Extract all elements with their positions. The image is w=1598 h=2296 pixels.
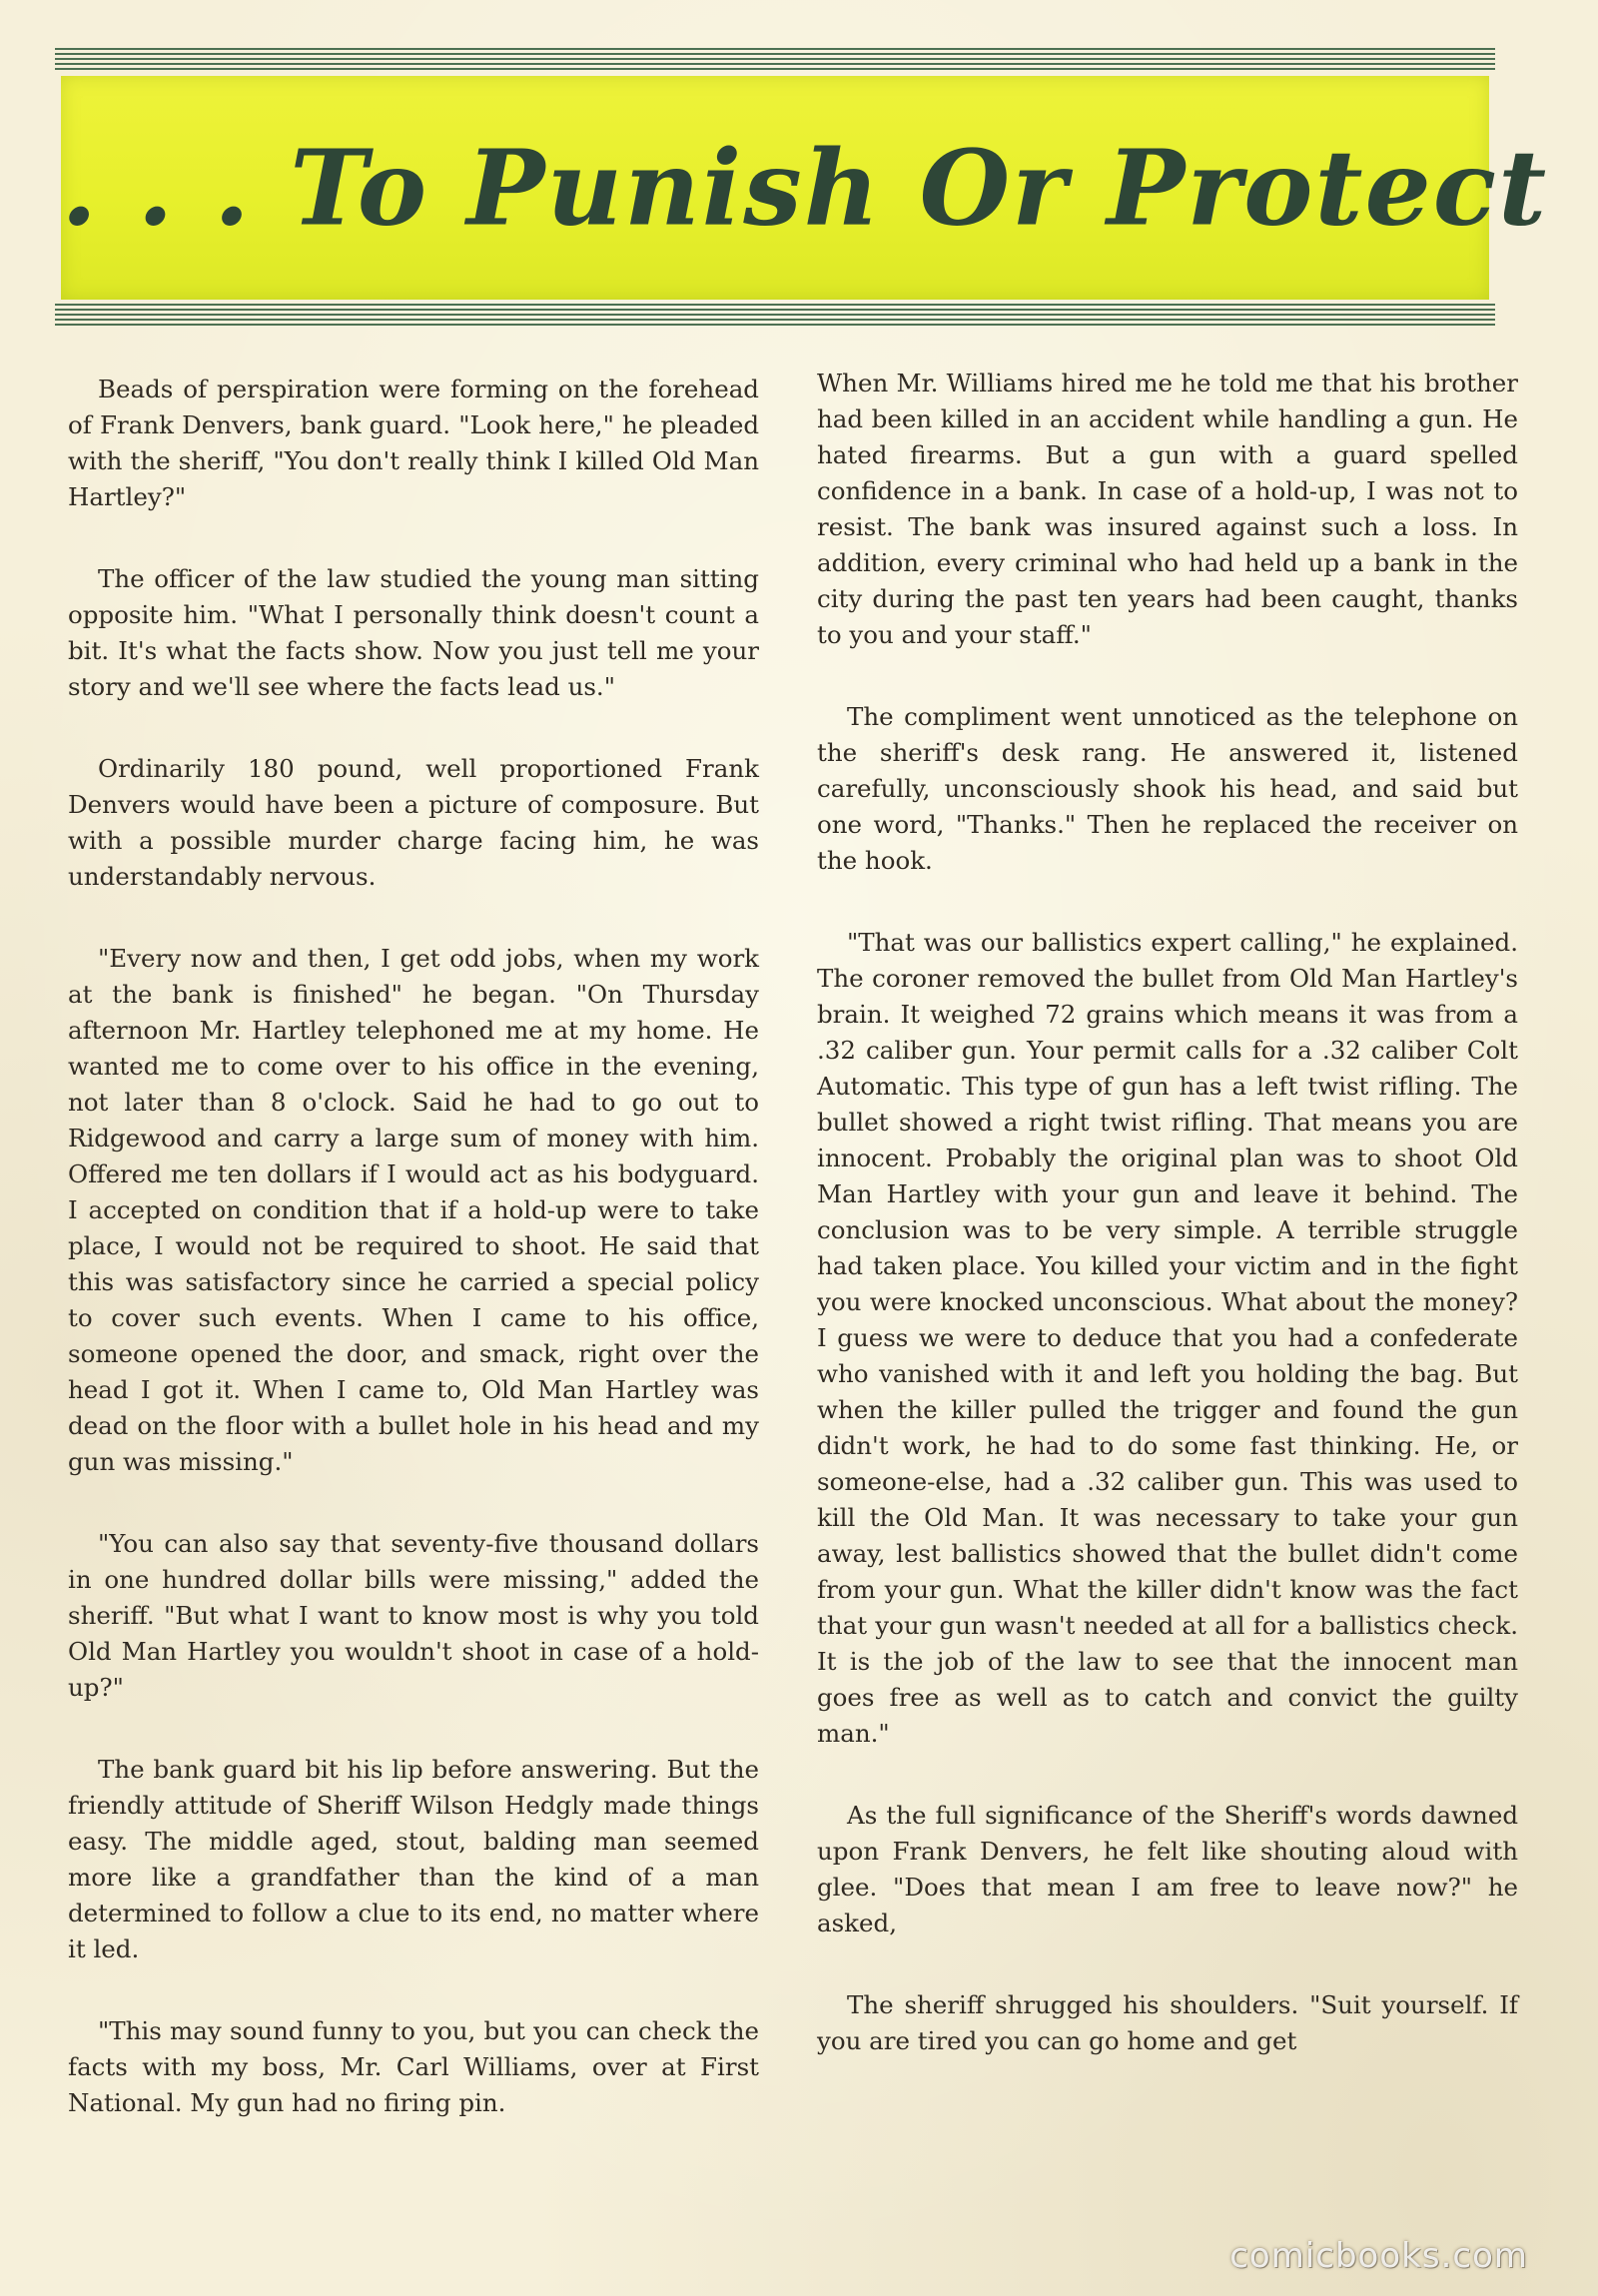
paragraph: "This may sound funny to you, but you can check the facts with my boss, Mr. Carl Williams, over at First National. My gun had no firing pin. xyxy=(68,2016,759,2117)
banner-yellow-panel xyxy=(61,76,1549,300)
banner-top-stripes xyxy=(55,48,1495,72)
banner-bottom-stripes xyxy=(55,304,1495,328)
paragraph: When Mr. Williams hired me he told me that his brother had been killed in an accident while handling a gun. He hated firearms. But a gun with a guard spelled confidence in a bank. In case of a hold-up, I was not to resist. The bank was insured against such a loss. In addition, every criminal who had held up a bank in the city during the past ten years had been caught, thanks to you and your staff." xyxy=(817,369,1518,649)
paragraph: "That was our ballistics expert calling," he explained. The coroner removed the bullet from Old Man Hartley's brain. It weighed 72 grains which means it was from a .32 caliber gun. Your permit calls for a .32 caliber Colt Automatic. This type of gun has a left twist rifling. The bullet showed a right twist rifling. That means you are innocent. Probably the original plan was to shoot Old Man Hartley with your gun and leave it behind. The conclusion was to be very simple. A terrible struggle had taken place. You killed your victim and in the fight you were knocked unconscious. What about the money? I guess we were to deduce that you had a confederate who vanished with it and left you holding the bag. But when the killer pulled the trigger and found the gun didn't work, he had to do some fast thinking. He, or someone-else, had a .32 caliber gun. This was used to kill the Old Man. It was necessary to take your gun away, lest ballistics showed that the bullet didn't come from your gun. What the killer didn't know was the fact that your gun wasn't needed at all for a ballistics check. It is the job of the law to see that the innocent man goes free as well as to catch and convict the guilty man." xyxy=(817,928,1518,1748)
story-title: . . . To Punish Or Protect xyxy=(61,126,1549,250)
right-column xyxy=(817,366,1518,2105)
paragraph: The compliment went unnoticed as the telephone on the sheriff's desk rang. He answered it, listened carefully, unconsciously shook his head, and said but one word, "Thanks." Then he replaced the receiver on the hook. xyxy=(817,702,1518,875)
paragraph: The bank guard bit his lip before answering. But the friendly attitude of Sheriff Wilson Hedgly made things easy. The middle aged, stout, balding man seemed more like a grandfather than the kind of a man determined to follow a clue to its end, no matter where it led. xyxy=(68,1755,759,1963)
paragraph: "Every now and then, I get odd jobs, when my work at the bank is finished" he began. "On Thursday afternoon Mr. Hartley telephoned me at my home. He wanted me to come over to his office in the evening, not later than 8 o'clock. Said he had to go out to Ridgewood and carry a large sum of money with him. Offered me ten dollars if I would act as his bodyguard. I accepted on condition that if a hold-up were to take place, I would not be required to shoot. He said that this was satisfactory since he carried a special policy to cover such events. When I came to his office, someone opened the door, and smack, right over the head I got it. When I came to, Old Man Hartley was dead on the floor with a bullet hole in his head and my gun was missing." xyxy=(68,944,759,1476)
title-banner xyxy=(55,48,1549,328)
site-watermark: comicbooks.com xyxy=(1229,2236,1528,2276)
paragraph: "You can also say that seventy-five thousand dollars in one hundred dollar bills were missing," added the sheriff. "But what I want to know most is why you told Old Man Hartley you wouldn't shoot in case of a hold-up?" xyxy=(68,1529,759,1702)
left-column xyxy=(68,372,759,2167)
paragraph: As the full significance of the Sheriff's words dawned upon Frank Denvers, he felt like shouting aloud with glee. "Does that mean I am free to leave now?" he asked, xyxy=(817,1801,1518,1937)
paragraph: Ordinarily 180 pound, well proportioned Frank Denvers would have been a picture of composure. But with a possible murder charge facing him, he was understandably nervous. xyxy=(68,754,759,891)
paragraph: The officer of the law studied the young man sitting opposite him. "What I personally think doesn't count a bit. It's what the facts show. Now you just tell me your story and we'll see where the facts lead us." xyxy=(68,564,759,701)
paragraph: The sheriff shrugged his shoulders. "Suit yourself. If you are tired you can go home and get xyxy=(817,1990,1518,2055)
paragraph: Beads of perspiration were forming on the forehead of Frank Denvers, bank guard. "Look here," he pleaded with the sheriff, "You don't really think I killed Old Man Hartley?" xyxy=(68,375,759,511)
